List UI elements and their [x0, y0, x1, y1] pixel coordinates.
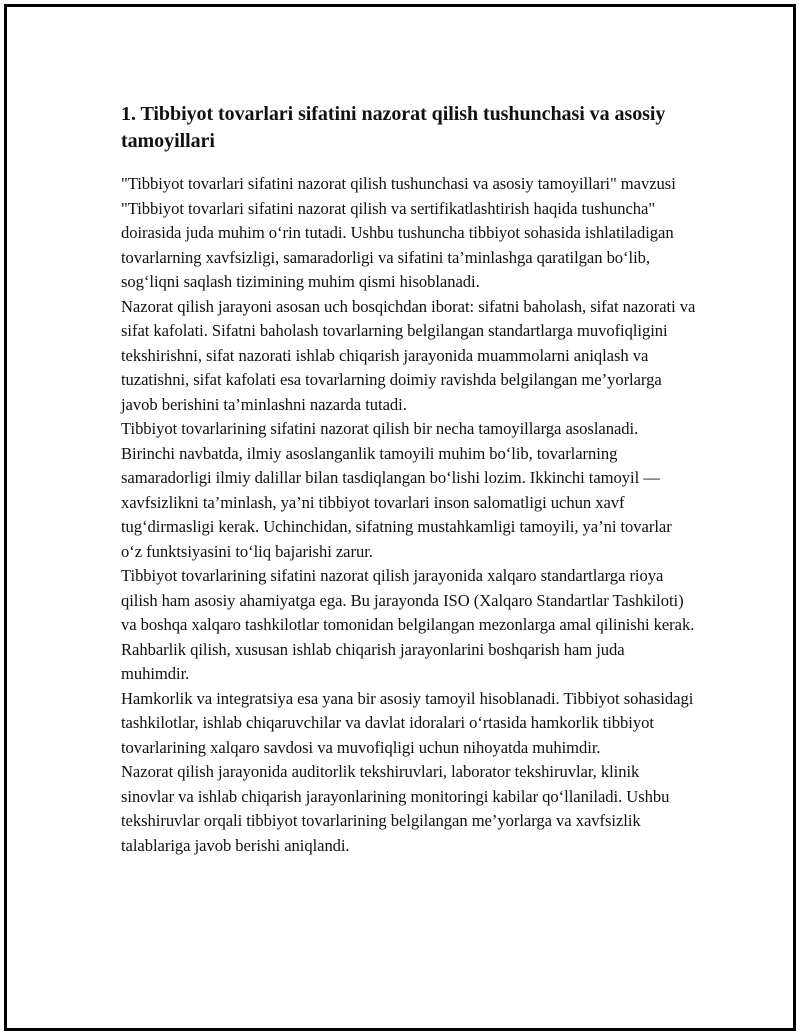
page-frame [4, 4, 796, 1031]
section-heading: 1. Tibbiyot tovarlari sifatini nazorat qilish tushunchasi va asosiy tamoyillari [121, 103, 666, 152]
paragraph-cooperation: Hamkorlik va integratsiya esa yana bir asosiy tamoyil hisoblanadi. Tibbiyot sohasidagi tashkilotlar, ishlab chiqaruvchilar va davlat idoralari o‘rtasida hamkorlik tibbiyot tovarlarining xalqaro savdosi va muvofiqligi uchun nihoyatda muhimdir. [121, 688, 694, 757]
paragraph-control-stages: Nazorat qilish jarayoni asosan uch bosqichdan iborat: sifatni baholash, sifat nazorati va sifat kafolati. Sifatni baholash tovarlarning belgilangan standartlarga muvofiqligini tekshirishni, sifat nazorati ishlab chiqarish jarayonida muammolarni aniqlash va tuzatishni, sifat kafolati esa tovarlarning doimiy ravishda belgilangan me’yorlarga javob berishini ta’minlashni nazarda tutadi. [121, 296, 696, 414]
document-body [121, 101, 696, 858]
paragraph-international-standards: Tibbiyot tovarlarining sifatini nazorat qilish jarayonida xalqaro standartlarga rioya qilish ham asosiy ahamiyatga ega. Bu jarayonda ISO (Xalqaro Standartlar Tashkiloti) va boshqa xalqaro tashkilotlar tomonidan belgilangan mezonlarga amal qilinishi kerak. Rahbarlik qilish, xususan ishlab chiqarish jarayonlarini boshqarish ham juda muhimdir. [121, 566, 695, 683]
paragraph-inspections: Nazorat qilish jarayonida auditorlik tekshiruvlari, laborator tekshiruvlar, klinik sinovlar va ishlab chiqarish jarayonlarining monitoringi kabilar qo‘llaniladi. Ushbu tekshiruvlar orqali tibbiyot tovarlarining belgilangan me’yorlarga va xavfsizlik talablariga javob berishi aniqlandi. [121, 762, 670, 855]
paragraph-principles: Tibbiyot tovarlarining sifatini nazorat qilish bir necha tamoyillarga asoslanadi. Birinchi navbatda, ilmiy asoslanganlik tamoyili muhim bo‘lib, tovarlarning samaradorligi ilmiy dalillar bilan tasdiqlangan bo‘lishi lozim. Ikkinchi tamoyil — xavfsizlikni ta’minlash, ya’ni tibbiyot tovarlari inson salomatligi uchun xavf tug‘dirmasligi kerak. Uchinchidan, sifatning mustahkamligi tamoyili, ya’ni tovarlar o‘z funktsiyasini to‘liq bajarishi zarur. [121, 419, 672, 561]
paragraph-intro: "Tibbiyot tovarlari sifatini nazorat qilish tushunchasi va asosiy tamoyillari" mavzusi "Tibbiyot tovarlari sifatini nazorat qilish va sertifikatlashtirish haqida tushuncha" doirasida juda muhim o‘rin tutadi. Ushbu tushuncha tibbiyot sohasida ishlatiladigan tovarlarning xavfsizligi, samaradorligi va sifatini ta’minlashga qaratilgan bo‘lib, sog‘liqni saqlash tizimining muhim qismi hisoblanadi. [121, 174, 676, 291]
